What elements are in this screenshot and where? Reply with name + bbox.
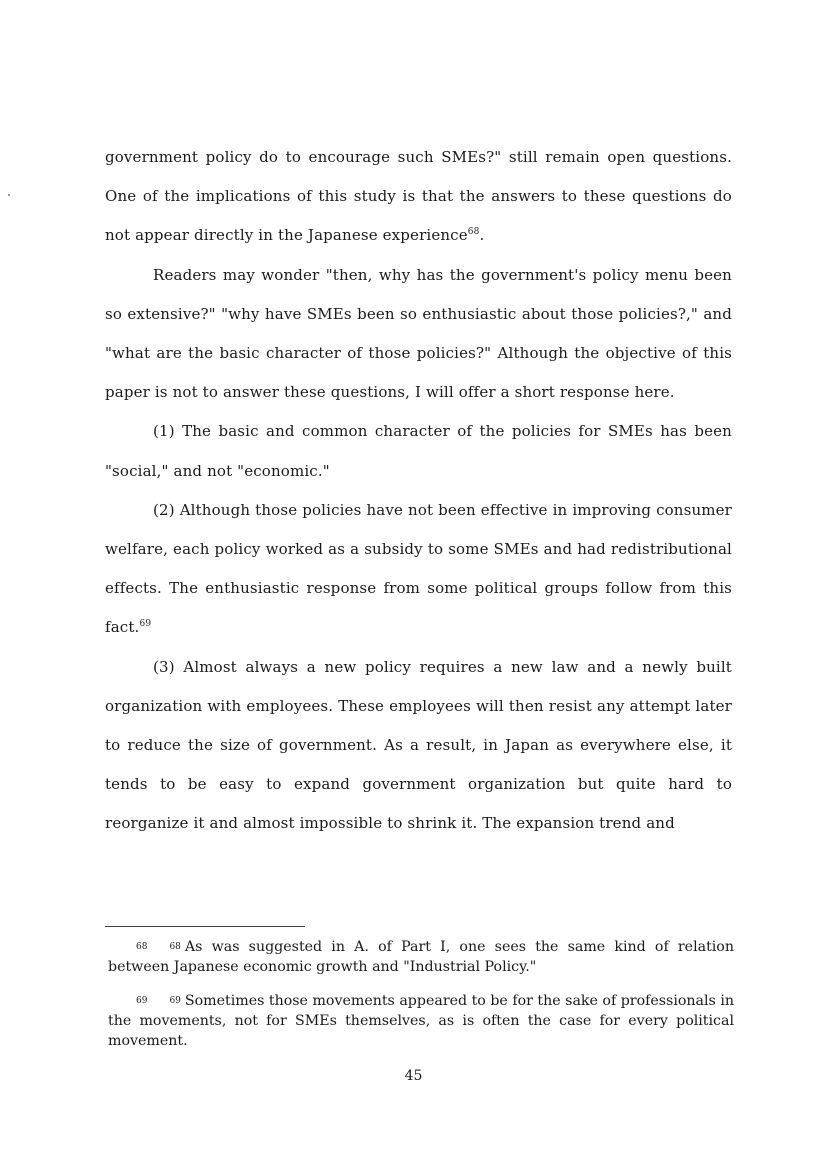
body-text xyxy=(105,138,732,844)
footnote-68 xyxy=(108,937,734,977)
footnote-text: As was suggested in A. of Part I, one sees the same kind of relation between Japanese economic growth and "Industrial Policy." xyxy=(108,939,734,975)
footnote-number: 69 xyxy=(136,996,148,1006)
footnote-text: Sometimes those movements appeared to be for the sake of professionals in the movements, not for SMEs themselves, as is often the case for every political movement. xyxy=(108,993,734,1049)
footnote-separator xyxy=(105,926,305,927)
scan-speck xyxy=(8,194,10,196)
paragraph-continuation: government policy do to encourage such SMEs?" still remain open questions. One of the implications of this study is that the answers to these questions do not appear directly in the Japanese experience$^{68}$. xyxy=(105,148,732,245)
page-number: 45 xyxy=(404,1068,423,1084)
paragraph-point-3: (3) Almost always a new policy requires a new law and a newly built organization with employees. These employees will then resist any attempt later to reduce the size of government. As a result, in Japan as everywhere else, it tends to be easy to expand government organization but quite hard to reorganize it and almost impossible to shrink it. The expansion trend and xyxy=(105,657,732,833)
footnote-reference-68[interactable]: 68 xyxy=(467,227,480,238)
footnote-69 xyxy=(108,991,734,1051)
footnote-inline-mark: 69 xyxy=(169,996,181,1006)
footnotes xyxy=(108,937,734,1065)
footnote-number: 68 xyxy=(136,942,148,952)
paragraph-point-2: (2) Although those policies have not been effective in improving consumer welfare, each policy worked as a subsidy to some SMEs and had redistributional effects. The enthusiastic response from some political groups follow from this fact.$^{69}$ xyxy=(105,500,732,637)
paragraph-readers: Readers may wonder "then, why has the government's policy menu been so extensive?" "why have SMEs been so enthusiastic about those policies?," and "what are the basic character of those policies?" Although the objective of this paper is not to answer these questions, I will offer a short response here. xyxy=(105,265,732,402)
footnote-reference-69[interactable]: 69 xyxy=(139,619,152,630)
footnote-inline-mark: 68 xyxy=(169,942,181,952)
paragraph-point-1: (1) The basic and common character of the policies for SMEs has been "social," and not "economic." xyxy=(105,422,732,480)
